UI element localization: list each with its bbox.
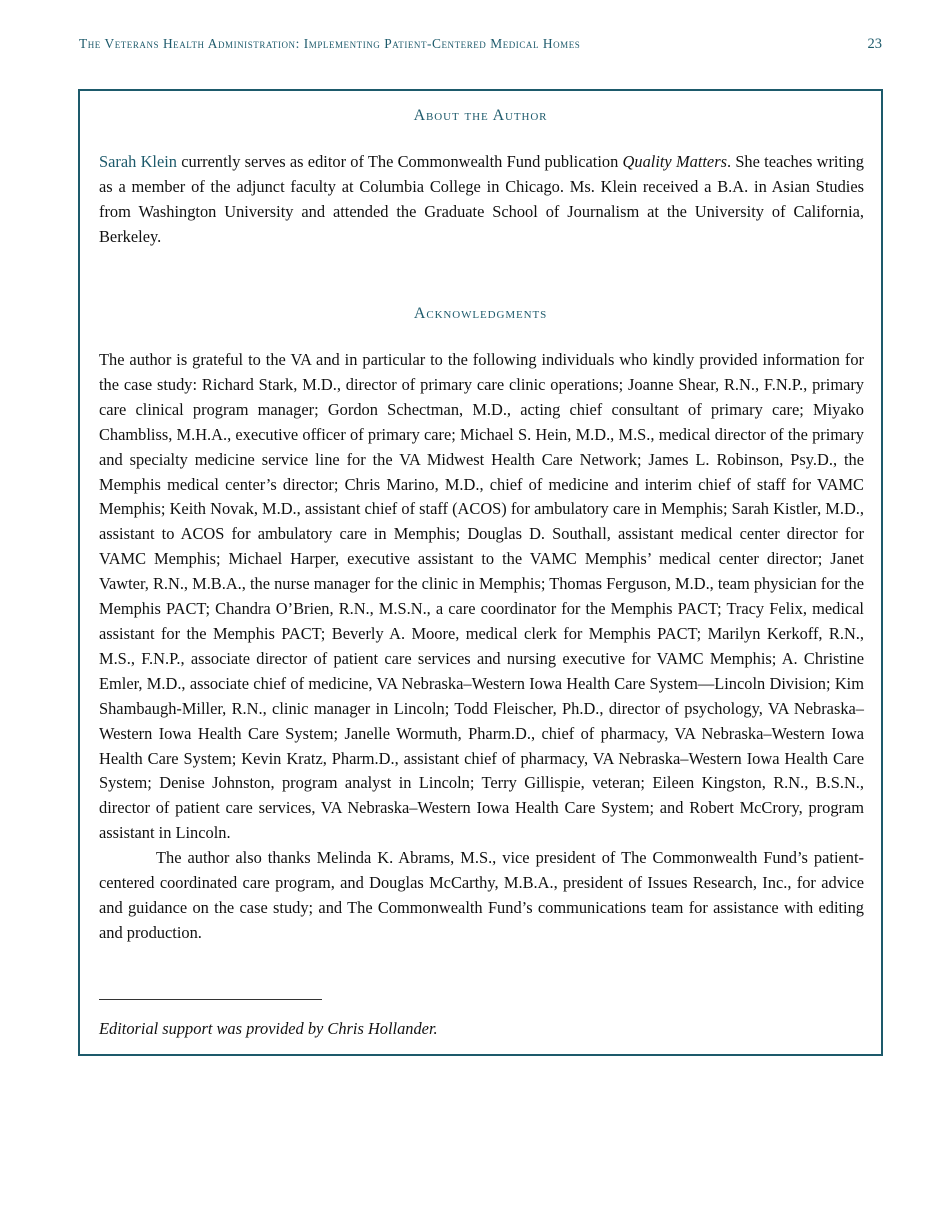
about-author-paragraph: [99, 150, 864, 250]
editorial-support-note: Editorial support was provided by Chris Hollander.: [99, 1019, 438, 1038]
about-author-heading: About the Author: [413, 107, 548, 124]
running-header: [79, 36, 882, 54]
running-title: The Veterans Health Administration: Implementing Patient-Centered Medical Homes: [79, 36, 581, 51]
acknowledgments-paragraph-1: The author is grateful to the VA and in particular to the following individuals who kindly provided information for the case study: Richard Stark, M.D., director of primary care clinic operations; Joanne Shear, R.N., F.N.P., primary care clinical program manager; Gordon Schectman, M.D., acting chief consultant of primary care; Miyako Chambliss, M.H.A., executive officer of primary care; Michael S. Hein, M.D., M.S., medical director of the primary and specialty medicine service line for the VA Midwest Health Care Network; James L. Robinson, Psy.D., the Memphis medical center’s director; Chris Marino, M.D., chief of medicine and interim chief of staff for VAMC Memphis; Keith Novak, M.D., assistant chief of staff (ACOS) for ambulatory care in Memphis; Sarah Kistler, M.D., assistant to ACOS for ambulatory care in Memphis; Douglas D. Southall, assistant medical center director for VAMC Memphis; Michael Harper, executive assistant to the VAMC Memphis’ medical center director; Janet Vawter, R.N., M.B.A., the nurse manager for the clinic in Memphis; Thomas Ferguson, M.D., team physician for the Memphis PACT; Chandra O’Brien, R.N., M.S.N., a care coordinator for the Memphis PACT; Tracy Felix, medical assistant for the Memphis PACT; Beverly A. Moore, medical clerk for Memphis PACT; Marilyn Kerkoff, R.N., M.S., F.N.P., associate director of patient care services and nursing executive for VAMC Memphis; A. Christine Emler, M.D., associate chief of medicine, VA Nebraska–Western Iowa Health Care System—Lincoln Division; Kim Shambaugh-Miller, R.N., clinic manager in Lincoln; Todd Fleischer, Ph.D., director of psychology, VA Nebraska–Western Iowa Health Care System; Janelle Wormuth, Pharm.D., chief of pharmacy, VA Nebraska–Western Iowa Health Care System; Kevin Kratz, Pharm.D., assistant chief of pharmacy, VA Nebraska–Western Iowa Health Care System; Denise Johnston, program analyst in Lincoln; Terry Gillispie, veteran; Eileen Kingston, R.N., B.S.N., director of patient care services, VA Nebraska–Western Iowa Health Care System; and Robert McCrory, program assistant in Lincoln.: [99, 350, 864, 843]
acknowledgments-paragraph-2: The author also thanks Melinda K. Abrams, M.S., vice president of The Commonwealth Fund’s patient-centered coordinated care program, and Douglas McCarthy, M.B.A., president of Issues Research, Inc., for advice and guidance on the case study; and The Commonwealth Fund’s communications team for assistance with editing and production.: [99, 848, 864, 942]
author-name: Sarah Klein: [99, 152, 177, 171]
footnote-divider: [99, 999, 322, 1000]
acknowledgments-heading: Acknowledgments: [413, 305, 548, 322]
content-box: [78, 89, 883, 1056]
publication-title: Quality Matters: [622, 152, 727, 171]
about-text-part1: currently serves as editor of The Commonwealth Fund publication: [177, 152, 623, 171]
about-text-part2: . She teaches writing as a member of the adjunct faculty at Columbia College in Chicago. Ms. Klein received a B.A. in Asian Studies from Washington University and attended the Graduate School of Journalism at the University of California, Berkeley.: [99, 152, 864, 246]
page-number: 23: [867, 36, 882, 52]
